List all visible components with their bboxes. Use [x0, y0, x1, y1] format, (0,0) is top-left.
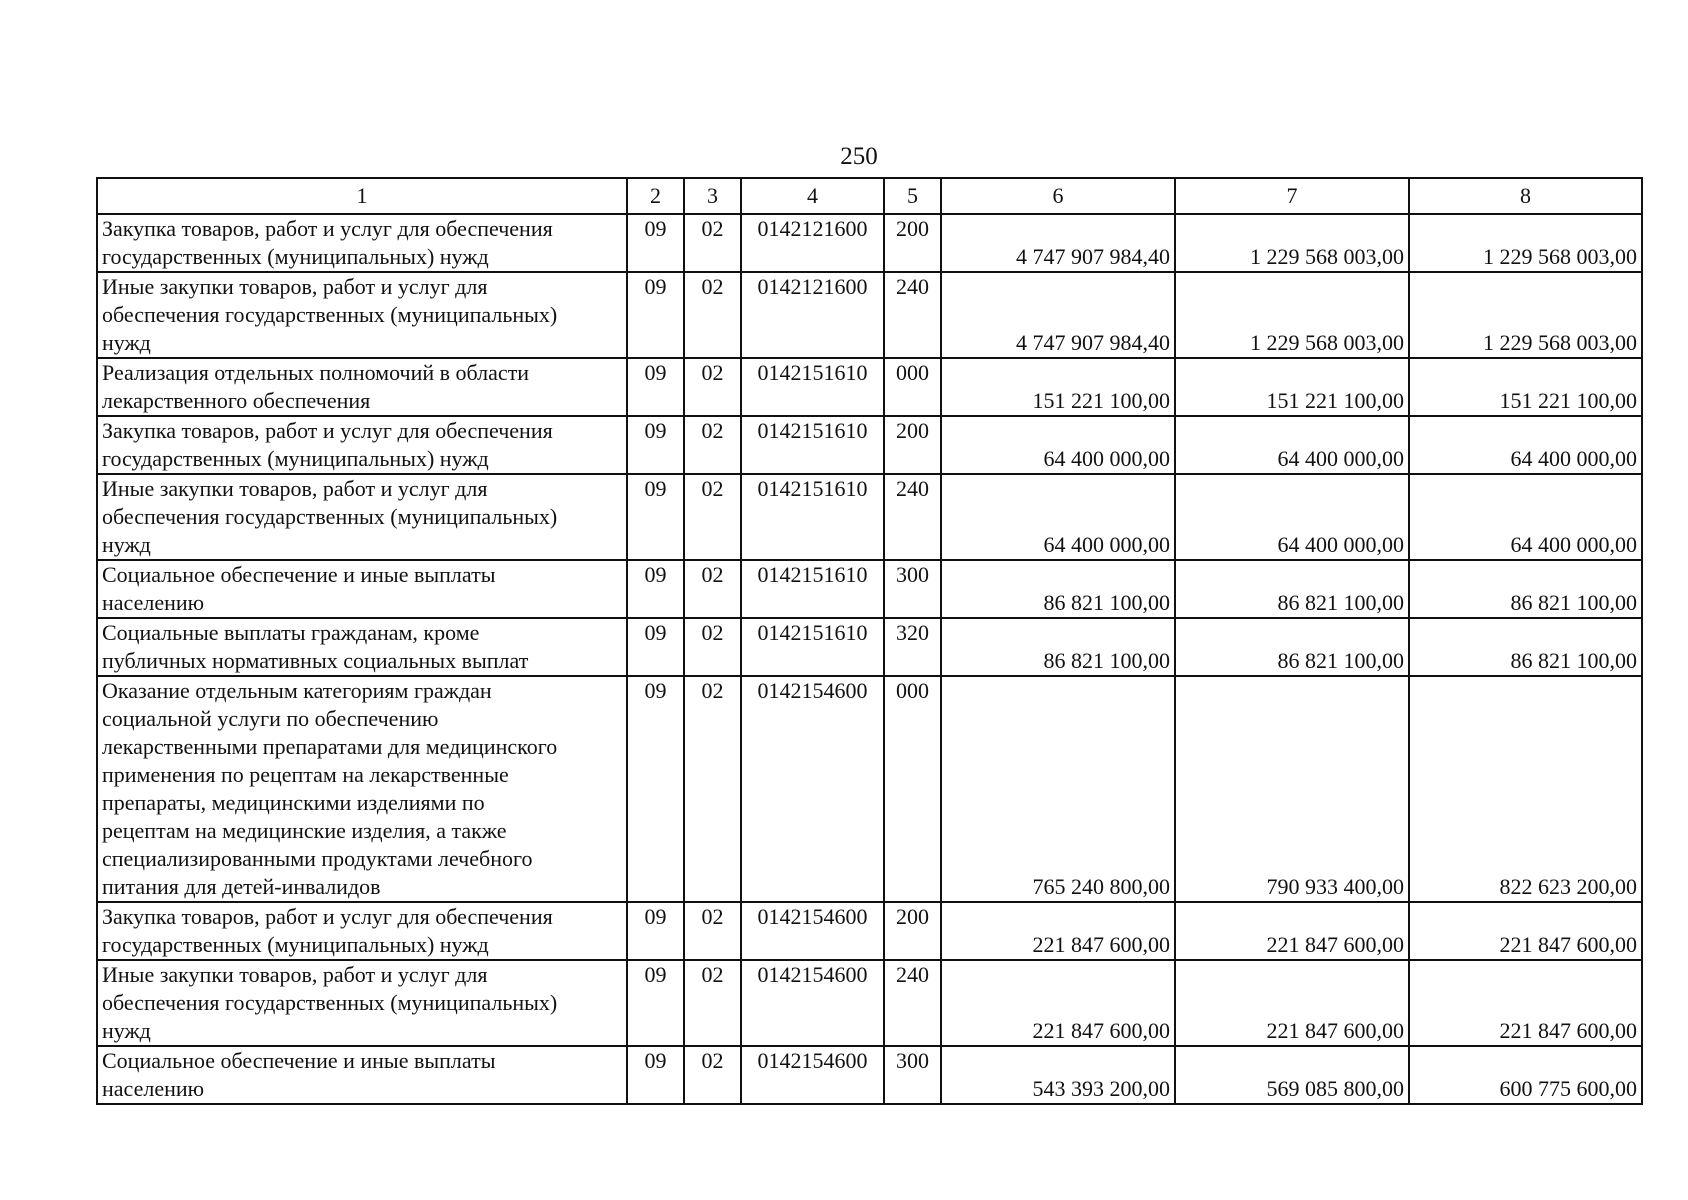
- row-name-line: Реализация отдельных полномочий в области: [102, 360, 530, 385]
- row-name: [97, 676, 627, 902]
- table-row: [97, 902, 1642, 960]
- target-article-code: 0142121600: [741, 272, 884, 358]
- expense-type-code: 200: [884, 214, 941, 272]
- amount-col-7: 569 085 800,00: [1175, 1046, 1409, 1104]
- table-row: [97, 676, 1642, 902]
- amount-col-8: 64 400 000,00: [1409, 474, 1642, 560]
- amount-col-6: 221 847 600,00: [941, 902, 1175, 960]
- subsection-code: 02: [684, 474, 741, 560]
- amount-col-8: 1 229 568 003,00: [1409, 214, 1642, 272]
- amount-col-6: 64 400 000,00: [941, 416, 1175, 474]
- section-code: 09: [627, 416, 684, 474]
- amount-col-7: 221 847 600,00: [1175, 960, 1409, 1046]
- expense-type-code: 240: [884, 474, 941, 560]
- amount-col-6: 4 747 907 984,40: [941, 214, 1175, 272]
- section-code: 09: [627, 214, 684, 272]
- amount-col-7: 1 229 568 003,00: [1175, 214, 1409, 272]
- header-col-7: 7: [1175, 178, 1409, 214]
- amount-col-6: 151 221 100,00: [941, 358, 1175, 416]
- row-name: [97, 416, 627, 474]
- subsection-code: 02: [684, 272, 741, 358]
- amount-col-6: 543 393 200,00: [941, 1046, 1175, 1104]
- table-row: [97, 214, 1642, 272]
- section-code: 09: [627, 272, 684, 358]
- subsection-code: 02: [684, 960, 741, 1046]
- subsection-code: 02: [684, 618, 741, 676]
- table-row: [97, 358, 1642, 416]
- expense-type-code: 200: [884, 416, 941, 474]
- expense-type-code: 320: [884, 618, 941, 676]
- amount-col-7: 1 229 568 003,00: [1175, 272, 1409, 358]
- row-name-line: Закупка товаров, работ и услуг для обеспечения: [102, 904, 553, 929]
- amount-col-6: 4 747 907 984,40: [941, 272, 1175, 358]
- table-body: [97, 214, 1642, 1104]
- amount-col-7: 151 221 100,00: [1175, 358, 1409, 416]
- header-col-6: 6: [941, 178, 1175, 214]
- expense-type-code: 300: [884, 1046, 941, 1104]
- row-name: [97, 560, 627, 618]
- amount-col-7: 790 933 400,00: [1175, 676, 1409, 902]
- row-name: [97, 214, 627, 272]
- row-name-line: препараты, медицинскими изделиями по: [102, 790, 485, 815]
- target-article-code: 0142154600: [741, 902, 884, 960]
- amount-col-7: 86 821 100,00: [1175, 560, 1409, 618]
- header-col-1: 1: [97, 178, 627, 214]
- row-name-line: государственных (муниципальных) нужд: [102, 932, 489, 957]
- row-name-line: нужд: [102, 1018, 151, 1043]
- row-name-line: Закупка товаров, работ и услуг для обеспечения: [102, 216, 553, 241]
- header-col-3: 3: [684, 178, 741, 214]
- amount-col-8: 151 221 100,00: [1409, 358, 1642, 416]
- row-name-line: Иные закупки товаров, работ и услуг для: [102, 476, 488, 501]
- row-name-line: Оказание отдельным категориям граждан: [102, 678, 492, 703]
- header-col-5: 5: [884, 178, 941, 214]
- amount-col-7: 64 400 000,00: [1175, 474, 1409, 560]
- row-name-line: питания для детей-инвалидов: [102, 874, 381, 899]
- row-name-line: Иные закупки товаров, работ и услуг для: [102, 962, 488, 987]
- header-col-4: 4: [741, 178, 884, 214]
- section-code: 09: [627, 618, 684, 676]
- row-name-line: применения по рецептам на лекарственные: [102, 762, 509, 787]
- table-row: [97, 560, 1642, 618]
- row-name-line: Иные закупки товаров, работ и услуг для: [102, 274, 488, 299]
- header-col-2: 2: [627, 178, 684, 214]
- row-name: [97, 1046, 627, 1104]
- row-name-line: лекарственного обеспечения: [102, 388, 371, 413]
- target-article-code: 0142154600: [741, 960, 884, 1046]
- subsection-code: 02: [684, 902, 741, 960]
- expense-type-code: 000: [884, 676, 941, 902]
- row-name-line: государственных (муниципальных) нужд: [102, 446, 489, 471]
- section-code: 09: [627, 1046, 684, 1104]
- budget-table: [96, 177, 1643, 1105]
- row-name-line: социальной услуги по обеспечению: [102, 706, 439, 731]
- target-article-code: 0142151610: [741, 618, 884, 676]
- row-name-line: обеспечения государственных (муниципальных): [102, 504, 558, 529]
- row-name-line: обеспечения государственных (муниципальных): [102, 302, 558, 327]
- section-code: 09: [627, 358, 684, 416]
- amount-col-8: 64 400 000,00: [1409, 416, 1642, 474]
- page-number: 250: [840, 143, 878, 170]
- amount-col-8: 600 775 600,00: [1409, 1046, 1642, 1104]
- amount-col-8: 221 847 600,00: [1409, 960, 1642, 1046]
- section-code: 09: [627, 676, 684, 902]
- row-name-line: Социальное обеспечение и иные выплаты: [102, 1048, 496, 1073]
- amount-col-8: 221 847 600,00: [1409, 902, 1642, 960]
- row-name: [97, 902, 627, 960]
- expense-type-code: 240: [884, 960, 941, 1046]
- table-row: [97, 1046, 1642, 1104]
- subsection-code: 02: [684, 358, 741, 416]
- expense-type-code: 200: [884, 902, 941, 960]
- target-article-code: 0142151610: [741, 358, 884, 416]
- target-article-code: 0142151610: [741, 416, 884, 474]
- row-name-line: государственных (муниципальных) нужд: [102, 244, 489, 269]
- subsection-code: 02: [684, 214, 741, 272]
- row-name-line: Закупка товаров, работ и услуг для обеспечения: [102, 418, 553, 443]
- row-name-line: нужд: [102, 532, 151, 557]
- target-article-code: 0142151610: [741, 560, 884, 618]
- section-code: 09: [627, 902, 684, 960]
- amount-col-6: 86 821 100,00: [941, 618, 1175, 676]
- amount-col-7: 221 847 600,00: [1175, 902, 1409, 960]
- section-code: 09: [627, 474, 684, 560]
- subsection-code: 02: [684, 1046, 741, 1104]
- row-name-line: Социальные выплаты гражданам, кроме: [102, 620, 480, 645]
- row-name: [97, 358, 627, 416]
- row-name-line: лекарственными препаратами для медицинского: [102, 734, 558, 759]
- expense-type-code: 240: [884, 272, 941, 358]
- row-name-line: рецептам на медицинские изделия, а также: [102, 818, 507, 843]
- amount-col-6: 64 400 000,00: [941, 474, 1175, 560]
- row-name: [97, 272, 627, 358]
- amount-col-6: 765 240 800,00: [941, 676, 1175, 902]
- target-article-code: 0142121600: [741, 214, 884, 272]
- subsection-code: 02: [684, 560, 741, 618]
- table-row: [97, 474, 1642, 560]
- header-row: [97, 178, 1642, 214]
- row-name: [97, 474, 627, 560]
- expense-type-code: 300: [884, 560, 941, 618]
- table-row: [97, 416, 1642, 474]
- subsection-code: 02: [684, 416, 741, 474]
- target-article-code: 0142151610: [741, 474, 884, 560]
- row-name-line: нужд: [102, 330, 151, 355]
- row-name-line: населению: [102, 590, 205, 615]
- table-row: [97, 618, 1642, 676]
- subsection-code: 02: [684, 676, 741, 902]
- amount-col-7: 86 821 100,00: [1175, 618, 1409, 676]
- section-code: 09: [627, 960, 684, 1046]
- row-name-line: Социальное обеспечение и иные выплаты: [102, 562, 496, 587]
- amount-col-8: 1 229 568 003,00: [1409, 272, 1642, 358]
- amount-col-6: 221 847 600,00: [941, 960, 1175, 1046]
- amount-col-8: 822 623 200,00: [1409, 676, 1642, 902]
- row-name-line: специализированными продуктами лечебного: [102, 846, 533, 871]
- row-name-line: населению: [102, 1076, 205, 1101]
- expense-type-code: 000: [884, 358, 941, 416]
- amount-col-8: 86 821 100,00: [1409, 618, 1642, 676]
- amount-col-7: 64 400 000,00: [1175, 416, 1409, 474]
- table-row: [97, 272, 1642, 358]
- target-article-code: 0142154600: [741, 676, 884, 902]
- section-code: 09: [627, 560, 684, 618]
- row-name-line: обеспечения государственных (муниципальных): [102, 990, 558, 1015]
- amount-col-8: 86 821 100,00: [1409, 560, 1642, 618]
- header-col-8: 8: [1409, 178, 1642, 214]
- row-name: [97, 960, 627, 1046]
- amount-col-6: 86 821 100,00: [941, 560, 1175, 618]
- row-name-line: публичных нормативных социальных выплат: [102, 648, 529, 673]
- row-name: [97, 618, 627, 676]
- target-article-code: 0142154600: [741, 1046, 884, 1104]
- table-row: [97, 960, 1642, 1046]
